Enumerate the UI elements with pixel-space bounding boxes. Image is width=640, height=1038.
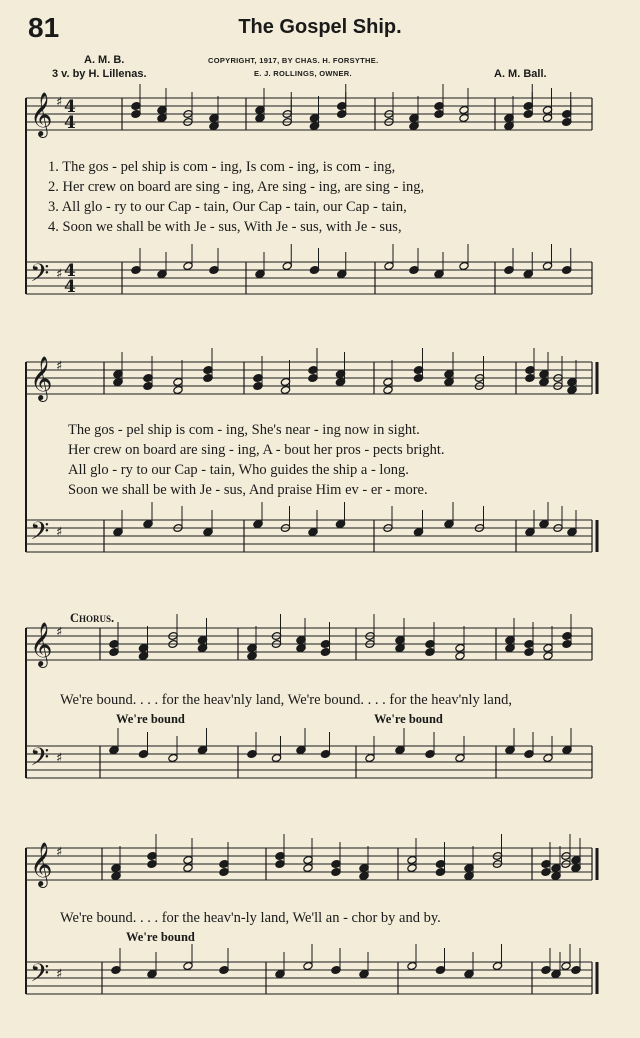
verse-line-4: Soon we shall be with Je - sus, And praise Him ev - er - more.: [68, 482, 428, 498]
verse-line-3: All glo - ry to our Cap - tain, Who guides the ship a - long.: [68, 462, 409, 478]
key-signature-sharp: ♯: [56, 525, 63, 540]
treble-clef: 𝄞: [30, 92, 53, 136]
chorus-echo-lyric: We're bound: [116, 712, 185, 726]
owner-line: E. J. ROLLINGS, OWNER.: [254, 69, 352, 78]
verse-line-2: 2. Her crew on board are sing - ing, Are sing - ing, are sing - ing,: [48, 179, 425, 195]
key-signature-sharp: ♯: [56, 359, 63, 374]
bass-clef: 𝄢: [30, 259, 50, 294]
treble-clef: 𝄞: [30, 356, 53, 400]
treble-clef: 𝄞: [30, 622, 53, 666]
bass-clef: 𝄢: [30, 743, 50, 778]
chorus-label: Chorus.: [70, 611, 115, 625]
time-signature: 4: [64, 277, 76, 297]
key-signature-sharp: ♯: [56, 751, 63, 766]
key-signature-sharp: ♯: [56, 967, 63, 982]
verse-line-4: 4. Soon we shall be with Je - sus, With Je - sus, with Je - sus,: [48, 219, 402, 235]
hymn-title: The Gospel Ship.: [238, 16, 402, 38]
verse-line-1: The gos - pel ship is com - ing, She's near - ing now in sight.: [68, 422, 420, 438]
key-signature-sharp: ♯: [56, 625, 63, 640]
time-signature: 4: [64, 113, 76, 133]
verse-line-2: Her crew on board are sing - ing, A - bout her pros - pects bright.: [68, 442, 445, 458]
words-author: A. M. B.: [84, 54, 125, 66]
time-signature: 4: [64, 261, 76, 281]
composer: A. M. Ball.: [494, 68, 547, 80]
hymn-number: 81: [28, 12, 60, 43]
bass-clef: 𝄢: [30, 517, 50, 552]
treble-clef: 𝄞: [30, 842, 53, 886]
copyright-line: COPYRIGHT, 1917, BY CHAS. H. FORSYTHE.: [208, 56, 379, 65]
chorus-lyric: We're bound. . . . for the heav'n-ly land, We'll an - chor by and by.: [60, 910, 441, 926]
chorus-echo-lyric: We're bound: [374, 712, 443, 726]
key-signature-sharp: ♯: [56, 845, 63, 860]
key-signature-sharp: ♯: [56, 267, 63, 282]
verse-credit: 3 v. by H. Lillenas.: [52, 68, 147, 80]
key-signature-sharp: ♯: [56, 95, 63, 110]
chorus-lyric: We're bound. . . . for the heav'nly land, We're bound. . . . for the heav'nly land,: [60, 692, 512, 708]
time-signature: 4: [64, 97, 76, 117]
bass-clef: 𝄢: [30, 959, 50, 994]
verse-line-1: 1. The gos - pel ship is com - ing, Is com - ing, is com - ing,: [48, 159, 396, 175]
verse-line-3: 3. All glo - ry to our Cap - tain, Our Cap - tain, our Cap - tain,: [48, 199, 407, 215]
chorus-echo-lyric: We're bound: [126, 930, 195, 944]
